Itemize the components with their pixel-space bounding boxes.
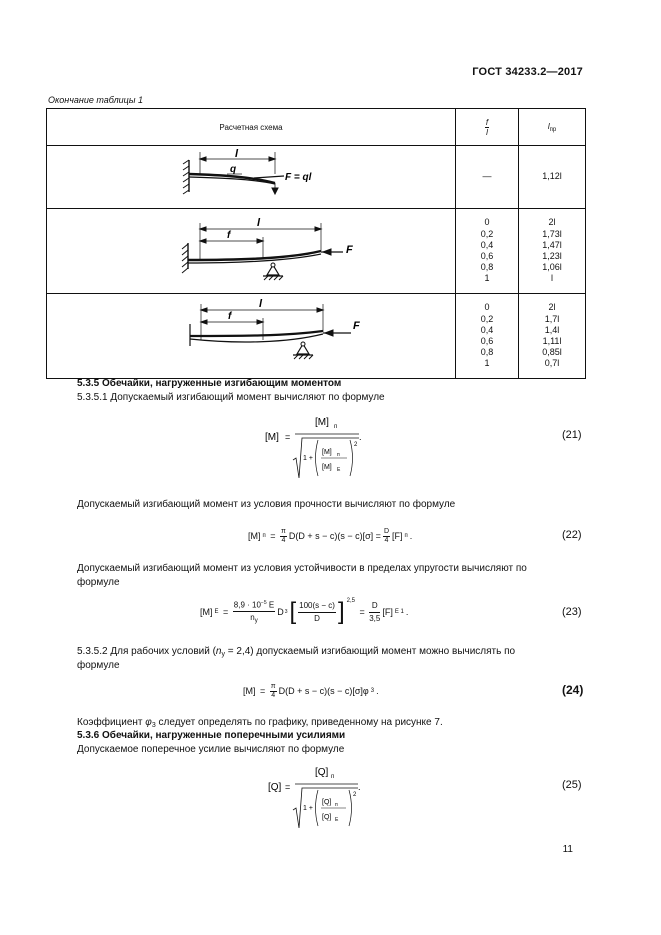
eq23-lhs-sub: E <box>214 609 219 615</box>
table-row <box>47 209 586 294</box>
label-force-f: F <box>353 320 360 332</box>
eq23-d3: D <box>277 607 284 617</box>
eq21-inner-num: [M] <box>322 449 332 456</box>
document-id: ГОСТ 34233.2—2017 <box>472 66 583 78</box>
label-l: l <box>235 148 239 160</box>
coef-part-b: следует определять по графику, приведенному на рисунке 7. <box>155 717 443 728</box>
eq23-den: n <box>250 613 255 623</box>
paragraph-5-3-5-2-cont: формуле <box>77 660 120 671</box>
paragraph-stability: Допускаемый изгибающий момент из условия устойчивости в пределах упругости вычисляют по <box>77 563 527 574</box>
coef-phi: φ <box>145 717 152 728</box>
f-value: 0 <box>484 302 490 313</box>
eq24-mid: D(D + s − c)(s − c)[σ]φ <box>278 686 369 696</box>
coef-part-a: Коэффициент <box>77 717 146 728</box>
svg-text:.: . <box>358 782 361 792</box>
eq23-br-num: 100(s − c) <box>298 600 336 613</box>
eq23-num-e: E <box>266 600 275 610</box>
f-value: 0,8 <box>480 262 494 273</box>
label-f: f <box>227 230 231 241</box>
lpr-value: 2l <box>548 302 556 313</box>
eq23-br-exp: 2,5 <box>346 598 355 604</box>
lpr-values-2 <box>519 209 586 294</box>
eq23-den-sub: y <box>254 618 258 625</box>
eq21-inner-den-sub: E <box>337 467 341 473</box>
lpr-value: 1,11l <box>542 336 562 346</box>
eq22-pi: π <box>281 527 286 535</box>
paragraph-strength: Допускаемый изгибающий момент из условия прочности вычисляют по формуле <box>77 499 456 510</box>
scheme-hinged-pinned <box>47 294 455 376</box>
equation-number-21: (21) <box>562 429 582 441</box>
l-pr-main: l <box>547 122 550 131</box>
eq21-num: [M] <box>315 417 329 428</box>
eq22-mid: D(D + s − c)(s − c)[σ] = <box>288 531 381 541</box>
eq23-br-den: D <box>314 613 320 623</box>
header-f-ratio <box>456 109 519 146</box>
lpr-value: 1,12l <box>542 171 562 182</box>
f-label: f <box>485 117 489 127</box>
eq21-exp: 2 <box>354 442 358 448</box>
eq23-d: D <box>369 600 380 613</box>
p5352-part-a: 5.3.5.2 Для рабочих условий ( <box>77 646 216 657</box>
eq24-phi-sub: 3 <box>370 688 375 694</box>
p5352-ny: n <box>215 646 222 657</box>
f-value: 0,2 <box>480 313 494 324</box>
l-label: l <box>486 127 488 137</box>
eq24-pi-over-4 <box>270 683 277 700</box>
equation-21 <box>255 412 415 484</box>
paragraph-shear: Допускаемое поперечное усилие вычисляют по формуле <box>77 744 345 755</box>
f-values-2 <box>456 209 519 294</box>
equation-24: [M] = $\frac{\pi}{4}$ D(D + s − c)(s − c)[σ]φ 3 . <box>243 682 379 699</box>
lpr-value: 1,7l <box>544 313 560 324</box>
eq22-pi-over-4 <box>280 528 287 545</box>
l-pr-sub: пр <box>549 127 557 133</box>
f-value: 0,6 <box>480 251 494 261</box>
f-values-3 <box>456 294 519 379</box>
f-value: 0 <box>484 217 490 228</box>
eq22-d-over-4 <box>383 528 390 545</box>
label-f: f <box>228 311 232 322</box>
eq23-rhs-sub: E 1 <box>394 609 404 615</box>
eq24-four: 4 <box>271 691 276 699</box>
f-values-1 <box>456 146 519 209</box>
label-l: l <box>257 217 261 229</box>
section-heading-5-3-6: 5.3.6 Обечайки, нагруженные поперечными усилиями <box>77 730 346 741</box>
f-value: 1 <box>484 273 490 284</box>
p5352-ny-sub: y <box>221 651 225 658</box>
eq21-one-plus: 1 + <box>303 455 313 462</box>
scheme-cell-3 <box>47 294 456 379</box>
coef-phi-sub: 3 <box>151 722 156 729</box>
eq23-d3-exp: 3 <box>284 609 288 615</box>
f-value: 0,2 <box>480 228 494 239</box>
lpr-value: 0,7l <box>544 358 560 369</box>
lpr-value: 0,85l <box>542 347 562 358</box>
p5352-part-b: = 2,4) допускаемый изгибающий момент можно вычислять по <box>224 646 516 657</box>
lpr-value: 1,73l <box>542 228 562 239</box>
header-scheme-label: Расчетная схема <box>219 123 283 132</box>
equation-number-24: (24) <box>562 683 584 697</box>
eq25-inner-num-sub: п <box>335 802 338 808</box>
equation-number-25: (25) <box>562 779 582 791</box>
eq25-one-plus: 1 + <box>303 805 313 812</box>
f-over-l-fraction <box>485 118 489 137</box>
table-header-row <box>47 109 586 146</box>
eq25-num-sub: п <box>331 774 335 780</box>
section-heading-5-3-5: 5.3.5 Обечайки, нагруженные изгибающим моментом <box>77 378 342 389</box>
eq21-inner-den: [M] <box>322 464 332 471</box>
eq22-d: D <box>383 527 389 535</box>
f-value: 0,6 <box>480 336 494 346</box>
eq23-num-exp: −5 <box>260 599 267 606</box>
eq22-rhs-sub: п <box>404 533 408 539</box>
eq24-pi: π <box>270 682 276 690</box>
table-row <box>47 294 586 379</box>
f-value: 0,4 <box>480 324 494 335</box>
eq23-main-fraction <box>233 597 275 628</box>
lpr-value: 1,23l <box>542 251 562 261</box>
eq23-den2: 3,5 <box>369 613 381 623</box>
scheme-cell-1 <box>47 146 456 209</box>
svg-text:=: = <box>285 432 291 442</box>
eq25-exp: 2 <box>353 792 357 798</box>
scheme-fixed-pinned <box>47 209 455 291</box>
table-row <box>47 146 586 209</box>
label-q: q <box>230 164 237 175</box>
eq24-lhs: [M] <box>243 686 256 696</box>
eq23-d-over-3-5 <box>369 600 380 625</box>
paragraph-stability-cont: формуле <box>77 577 120 588</box>
eq22-lhs: [M] <box>248 531 261 541</box>
design-schemes-table <box>46 108 586 379</box>
eq21-inner-num-sub: п <box>337 452 340 458</box>
equation-25 <box>258 762 418 834</box>
header-scheme <box>47 109 456 146</box>
f-value: 0,8 <box>480 347 494 358</box>
table-caption: Окончание таблицы 1 <box>48 95 143 105</box>
f-value: 0,4 <box>480 239 494 250</box>
eq25-lhs: [Q] <box>268 782 282 793</box>
svg-text:=: = <box>285 782 291 792</box>
page-number: 11 <box>562 844 573 855</box>
paragraph-5-3-5-2 <box>77 645 515 661</box>
lpr-values-1 <box>519 146 586 209</box>
eq23-num: 8,9 · 10 <box>233 600 261 610</box>
lpr-value: l <box>551 273 553 284</box>
paragraph-5-3-5-1: 5.3.5.1 Допускаемый изгибающий момент вычисляют по формуле <box>77 392 385 403</box>
equation-number-22: (22) <box>562 529 582 541</box>
f-value: — <box>482 171 492 182</box>
f-value: 1 <box>484 358 490 369</box>
equation-23: [M] E = $\frac{8,9 \cdot 10^{-5} E}{n_y}$ D 3 [ $\frac{100(s - c)}{D}$ ] $^{2,5}$ = $\frac{D}{3,5}$ [F] E 1 . <box>200 594 408 630</box>
scheme-cantilever-distributed <box>47 146 455 206</box>
eq21-num-sub: п <box>334 424 338 430</box>
eq23-lhs: [M] <box>200 607 213 617</box>
eq25-inner-num: [Q] <box>322 799 332 806</box>
eq25-inner-den-sub: E <box>335 817 339 823</box>
eq21-lhs: [M] <box>265 432 279 443</box>
lpr-value: 1,4l <box>544 324 560 335</box>
eq23-bracket-fraction <box>298 600 336 625</box>
eq23-rhs: [F] <box>382 607 393 617</box>
lpr-value: 2l <box>548 217 556 228</box>
label-force-f: F <box>346 244 353 256</box>
lpr-values-3 <box>519 294 586 379</box>
scheme-cell-2 <box>47 209 456 294</box>
svg-text:.: . <box>359 432 362 442</box>
header-reduced-length <box>519 109 586 146</box>
eq22-lhs-sub: п <box>262 533 266 539</box>
eq25-num: [Q] <box>315 767 329 778</box>
eq22-rhs: [F] <box>392 531 403 541</box>
lpr-value: 1,06l <box>542 262 562 273</box>
equation-22: [M] п = $\frac{\pi}{4}$ D(D + s − c)(s − c)[σ] = $\frac{D}{4}$ [F] п . <box>248 527 413 544</box>
eq22-four: 4 <box>281 536 286 544</box>
equation-number-23: (23) <box>562 606 582 618</box>
eq22-four-2: 4 <box>384 536 389 544</box>
eq25-inner-den: [Q] <box>322 814 332 821</box>
label-force-ql: F = ql <box>285 172 312 183</box>
label-l: l <box>259 298 263 310</box>
lpr-value: 1,47l <box>542 239 562 250</box>
